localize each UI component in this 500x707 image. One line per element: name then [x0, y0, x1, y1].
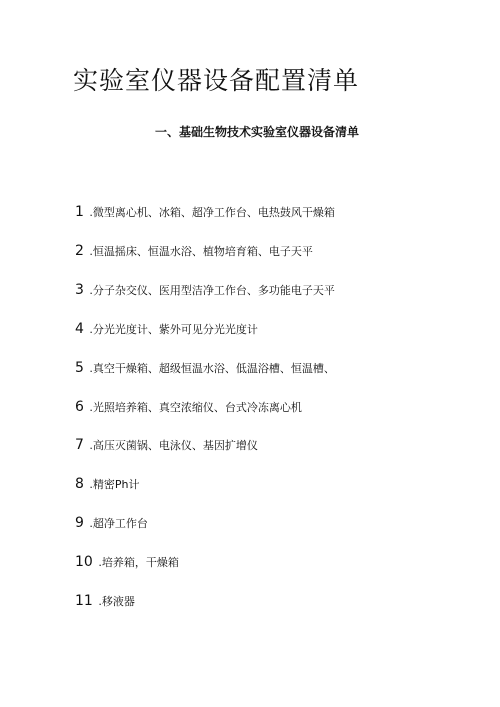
item-number: 3 [75, 282, 84, 298]
document-title: 实验室仪器设备配置清单 [73, 66, 360, 95]
item-number: 1 [75, 204, 84, 220]
item-text: .光照培养箱、真空浓缩仪、台式冷冻离心机 [89, 401, 302, 414]
item-number: 2 [75, 243, 84, 259]
item-number: 6 [75, 399, 84, 415]
item-text: .分子杂交仪、医用型洁净工作台、多功能电子天平 [89, 284, 335, 297]
item-number: 4 [75, 321, 84, 337]
list-item [75, 593, 135, 610]
section-heading: 一、基础生物技术实验室仪器设备清单 [155, 125, 360, 139]
list-item [75, 243, 313, 260]
list-item [75, 437, 258, 454]
item-text: .恒温摇床、恒温水浴、植物培育箱、电子天平 [89, 245, 313, 258]
item-text: .真空干燥箱、超级恒温水浴、低温浴槽、恒温槽、 [89, 362, 335, 375]
item-number: 11 [75, 593, 93, 609]
item-text: .移液器 [98, 595, 135, 608]
list-item [75, 399, 302, 416]
list-item [75, 321, 258, 338]
list-item [75, 282, 335, 299]
list-item [75, 515, 148, 532]
item-number: 10 [75, 554, 93, 570]
item-text: .精密Ph计 [89, 478, 140, 491]
list-item [75, 360, 335, 377]
item-number: 9 [75, 515, 84, 531]
item-text: .分光光度计、紫外可见分光光度计 [89, 323, 258, 336]
item-number: 7 [75, 437, 84, 453]
item-text: .培养箱，干燥箱 [98, 556, 179, 569]
list-item [75, 476, 140, 493]
item-text: .超净工作台 [89, 517, 148, 530]
item-number: 8 [75, 476, 84, 492]
list-item [75, 554, 179, 571]
list-item [75, 204, 335, 221]
item-text: .微型离心机、冰箱、超净工作台、电热鼓风干燥箱 [89, 206, 335, 219]
item-text: .高压灭菌锅、电泳仪、基因扩增仪 [89, 439, 258, 452]
item-number: 5 [75, 360, 84, 376]
